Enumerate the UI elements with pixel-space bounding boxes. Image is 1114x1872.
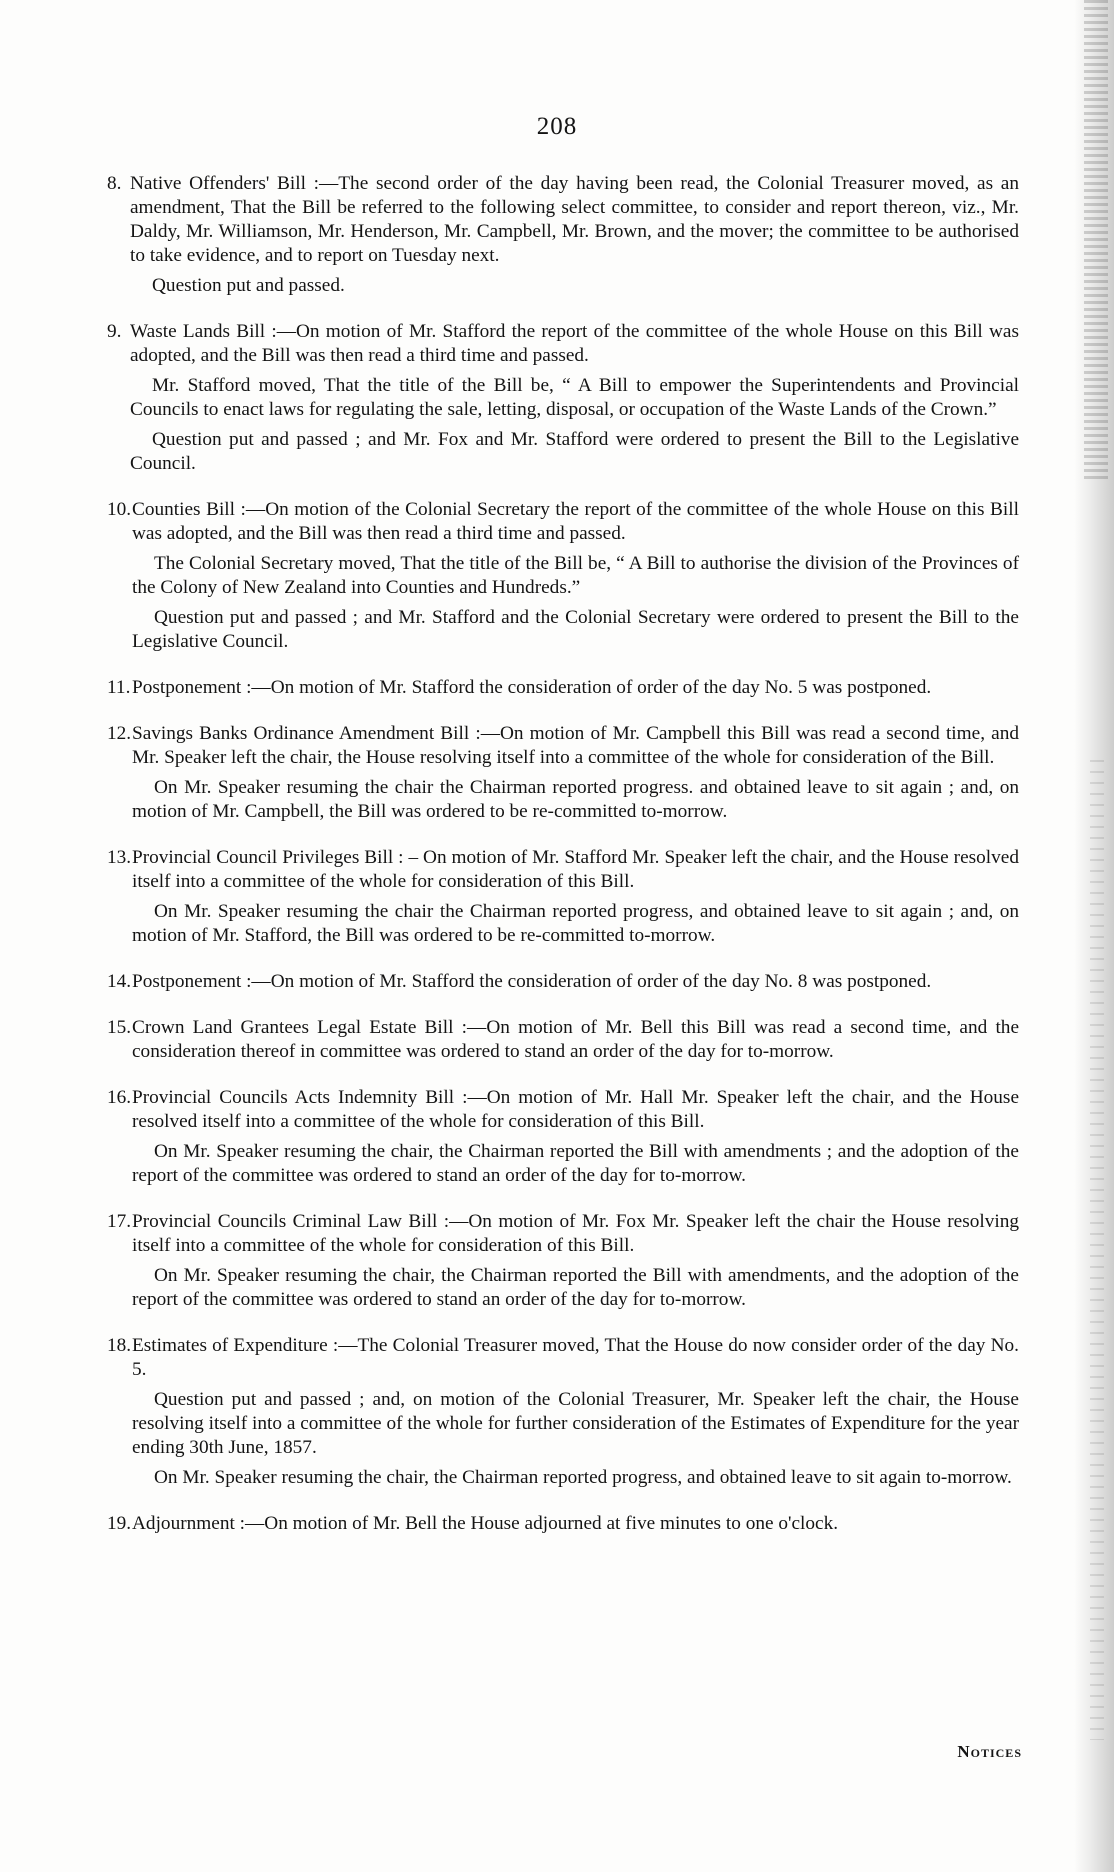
- page-number: 208: [536, 113, 578, 140]
- item-heading-paragraph: Savings Banks Ordinance Amendment Bill :—On motion of Mr. Campbell this Bill was read a second time, and Mr. Speaker left the chair, the House resolving itself into a committee of the whole for consideration of the Bill.: [132, 723, 1019, 768]
- proceeding-item: [107, 846, 1019, 948]
- item-paragraph: Mr. Stafford moved, That the title of the Bill be, “ A Bill to empower the Superintendents and Provincial Councils to enact laws for regulating the sale, letting, disposal, or occupation of the Waste Lands of the Crown.”: [130, 375, 1019, 420]
- item-paragraph: The Colonial Secretary moved, That the title of the Bill be, “ A Bill to authorise the division of the Provinces of the Colony of New Zealand into Counties and Hundreds.”: [132, 553, 1019, 598]
- item-paragraph: On Mr. Speaker resuming the chair the Chairman reported progress, and obtained leave to sit again ; and, on motion of Mr. Stafford, the Bill was ordered to be re-committed to-morrow.: [132, 901, 1019, 946]
- item-paragraph: Question put and passed.: [152, 275, 345, 296]
- item-number: 18.: [107, 1335, 132, 1356]
- item-heading-paragraph: Native Offenders' Bill :—The second order of the day having been read, the Colonial Treasurer moved, as an amendment, That the Bill be referred to the following select committee, to consider and report thereon, viz., Mr. Daldy, Mr. Williamson, Mr. Henderson, Mr. Campbell, Mr. Brown, and the mover; the committee to be authorised to take evidence, and to report on Tuesday next.: [130, 173, 1019, 266]
- item-number: 19.: [107, 1513, 132, 1534]
- item-number: 14.: [107, 971, 132, 992]
- item-heading-paragraph: Waste Lands Bill :—On motion of Mr. Stafford the report of the committee of the whole House on this Bill was adopted, and the Bill was then read a third time and passed.: [130, 321, 1019, 366]
- item-paragraph: On Mr. Speaker resuming the chair, the Chairman reported the Bill with amendments ; and the adoption of the report of the committee was ordered to stand an order of the day for to-morrow.: [132, 1141, 1019, 1186]
- proceedings-list: [107, 172, 1019, 1558]
- item-paragraph: On Mr. Speaker resuming the chair, the Chairman reported the Bill with amendments, and the adoption of the report of the committee was ordered to stand an order of the day for to-morrow.: [132, 1265, 1019, 1310]
- item-heading-paragraph: Postponement :—On motion of Mr. Stafford the consideration of order of the day No. 8 was postponed.: [132, 971, 932, 992]
- item-number: 10.: [107, 499, 132, 520]
- item-number: 17.: [107, 1211, 132, 1232]
- item-number: 15.: [107, 1017, 132, 1038]
- proceeding-item: [107, 1016, 1019, 1064]
- item-heading-paragraph: Provincial Councils Criminal Law Bill :—On motion of Mr. Fox Mr. Speaker left the chair the House resolving itself into a committee of the whole for consideration of this Bill.: [132, 1211, 1019, 1256]
- proceeding-item: [107, 498, 1019, 654]
- proceeding-item: [107, 320, 1019, 476]
- item-number: 13.: [107, 847, 132, 868]
- proceeding-item: [107, 722, 1019, 824]
- item-paragraph: Question put and passed ; and, on motion of the Colonial Treasurer, Mr. Speaker left the chair, the House resolving itself into a committee of the whole for further consideration of the Estimates of Expenditure for the year ending 30th June, 1857.: [132, 1389, 1019, 1458]
- proceeding-item: [107, 1210, 1019, 1312]
- item-paragraph: On Mr. Speaker resuming the chair the Chairman reported progress. and obtained leave to sit again ; and, on motion of Mr. Campbell, the Bill was ordered to be re-committed to-morrow.: [132, 777, 1019, 822]
- item-number: 8.: [107, 173, 122, 194]
- proceeding-item: [107, 1512, 1019, 1536]
- item-heading-paragraph: Adjournment :—On motion of Mr. Bell the House adjourned at five minutes to one o'clock.: [132, 1513, 839, 1534]
- proceeding-item: [107, 970, 1019, 994]
- item-paragraph: Question put and passed ; and Mr. Stafford and the Colonial Secretary were ordered to present the Bill to the Legislative Council.: [132, 607, 1019, 652]
- item-number: 9.: [107, 321, 122, 342]
- proceeding-item: [107, 676, 1019, 700]
- catchword: Notices: [957, 1742, 1022, 1761]
- item-heading-paragraph: Counties Bill :—On motion of the Colonial Secretary the report of the committee of the whole House on this Bill was adopted, and the Bill was then read a third time and passed.: [132, 499, 1019, 544]
- proceeding-item: [107, 1334, 1019, 1490]
- item-heading-paragraph: Provincial Council Privileges Bill : – On motion of Mr. Stafford Mr. Speaker left the chair, and the House resolved itself into a committee of the whole for consideration of this Bill.: [132, 847, 1019, 892]
- page-edge-speckle-lower: [1090, 760, 1104, 1740]
- item-number: 11.: [107, 677, 131, 698]
- item-paragraph: Question put and passed ; and Mr. Fox and Mr. Stafford were ordered to present the Bill to the Legislative Council.: [130, 429, 1019, 474]
- proceeding-item: [107, 172, 1019, 298]
- item-paragraph: On Mr. Speaker resuming the chair, the Chairman reported progress, and obtained leave to sit again to-morrow.: [154, 1467, 1012, 1488]
- item-heading-paragraph: Crown Land Grantees Legal Estate Bill :—On motion of Mr. Bell this Bill was read a second time, and the consideration thereof in committee was ordered to stand an order of the day for to-morrow.: [132, 1017, 1019, 1062]
- item-heading-paragraph: Postponement :—On motion of Mr. Stafford the consideration of order of the day No. 5 was postponed.: [132, 677, 932, 698]
- item-heading-paragraph: Estimates of Expenditure :—The Colonial Treasurer moved, That the House do now consider order of the day No. 5.: [132, 1335, 1019, 1380]
- item-number: 12.: [107, 723, 132, 744]
- proceeding-item: [107, 1086, 1019, 1188]
- item-number: 16.: [107, 1087, 132, 1108]
- page-edge-speckle: [1084, 0, 1108, 480]
- item-heading-paragraph: Provincial Councils Acts Indemnity Bill :—On motion of Mr. Hall Mr. Speaker left the chair, and the House resolved itself into a committee of the whole for consideration of this Bill.: [132, 1087, 1019, 1132]
